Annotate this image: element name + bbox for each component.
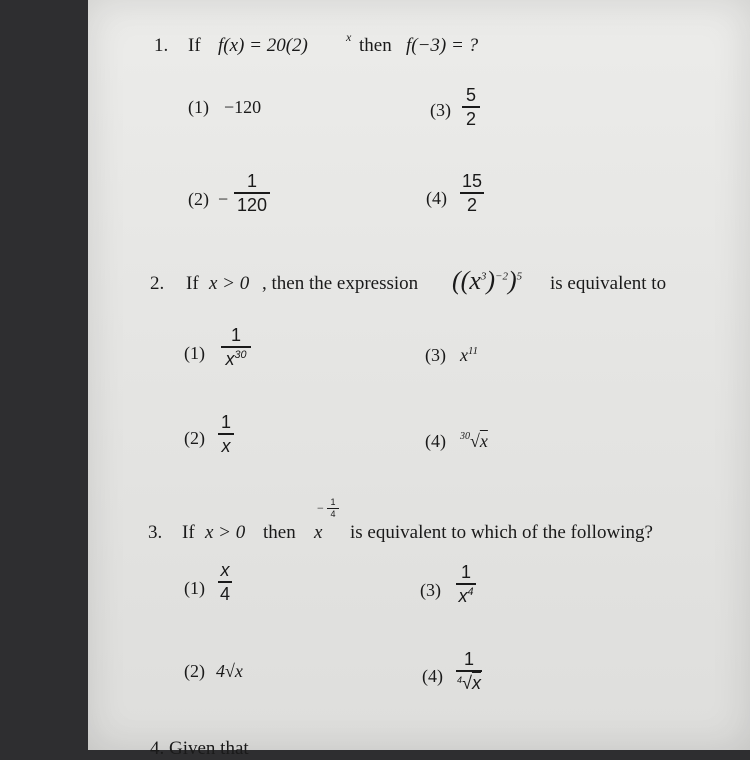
question-number: 2.: [150, 273, 165, 294]
exponent: 30: [234, 348, 247, 361]
numerator: 1: [246, 171, 257, 191]
denominator: 120: [236, 194, 268, 215]
question-text: then: [263, 522, 296, 543]
choice-label: (3): [430, 100, 451, 120]
fraction: [460, 172, 484, 214]
numerator: 1: [230, 325, 241, 345]
fraction: [218, 413, 234, 455]
fraction: [456, 650, 482, 692]
denominator: $^4$√x: [457, 672, 481, 693]
choice-label: (2): [184, 661, 205, 681]
denominator: x: [221, 435, 231, 456]
base: x: [460, 345, 468, 365]
denominator: 2: [466, 194, 477, 215]
fraction: [221, 326, 251, 368]
question-text: If: [188, 35, 201, 56]
question-text: then: [359, 35, 392, 56]
condition: x > 0: [205, 522, 246, 543]
minus-sign: −: [218, 189, 229, 209]
exponent: 11: [468, 345, 478, 357]
question-ask: f(−3) = ?: [406, 35, 479, 56]
exponent: 4: [467, 585, 474, 598]
numerator: 1: [460, 562, 471, 582]
worksheet-page: [88, 0, 750, 759]
question-number: 1.: [154, 35, 169, 56]
choice-label: (2): [184, 428, 205, 448]
question-text: is equivalent to: [550, 273, 667, 294]
question-text: is equivalent to which of the following?: [350, 522, 653, 543]
choice-label: (4): [425, 431, 446, 451]
base: x: [314, 522, 323, 543]
fraction: [218, 561, 232, 603]
question-number: 3.: [148, 522, 163, 543]
choice-label: (1): [184, 578, 205, 598]
fraction: [234, 172, 270, 214]
radicand: x: [471, 672, 481, 693]
numerator: x: [220, 560, 230, 580]
radical-expression: $^{30}$√x: [460, 431, 488, 451]
negative-fraction-exponent: [327, 498, 339, 519]
question-text: If: [182, 522, 195, 543]
choice-label: (2): [188, 189, 209, 209]
choice-label: (4): [422, 666, 443, 686]
choice-value: 4√x: [216, 661, 243, 681]
fraction: [462, 86, 480, 128]
power-expression: [460, 345, 478, 366]
numerator: 1: [463, 649, 474, 669]
exponent-numerator: 1: [330, 497, 336, 507]
exponent: x: [346, 30, 352, 44]
base: x: [458, 585, 468, 606]
exponent-minus-sign: −: [317, 501, 324, 515]
denominator: [456, 587, 476, 605]
fraction: [456, 563, 476, 605]
denominator: 2: [465, 108, 476, 129]
exponent-denominator: 4: [330, 509, 336, 519]
nested-power-expression: $((x^3)^{-2})^5$: [452, 266, 523, 295]
radicand: x: [479, 431, 488, 451]
question-text: , then the expression: [262, 273, 419, 294]
numerator: 5: [465, 85, 476, 105]
choice-label: (4): [426, 188, 447, 208]
choice-label: (1): [188, 97, 209, 117]
numerator: 1: [220, 412, 231, 432]
denominator: [221, 350, 251, 368]
root-index: 30: [460, 431, 470, 442]
question-text: 4. Given that: [150, 738, 249, 759]
function-expression: f(x) = 20(2): [218, 35, 308, 56]
numerator: 15: [461, 171, 483, 191]
choice-label: (1): [184, 343, 205, 363]
root-index: 4: [457, 674, 463, 685]
choice-label: (3): [425, 345, 446, 365]
question-text: If: [186, 273, 199, 294]
condition: x > 0: [209, 273, 250, 294]
choice-label: (3): [420, 580, 441, 600]
denominator: 4: [219, 583, 230, 604]
choice-value: −120: [224, 97, 262, 117]
base: x: [225, 348, 235, 369]
